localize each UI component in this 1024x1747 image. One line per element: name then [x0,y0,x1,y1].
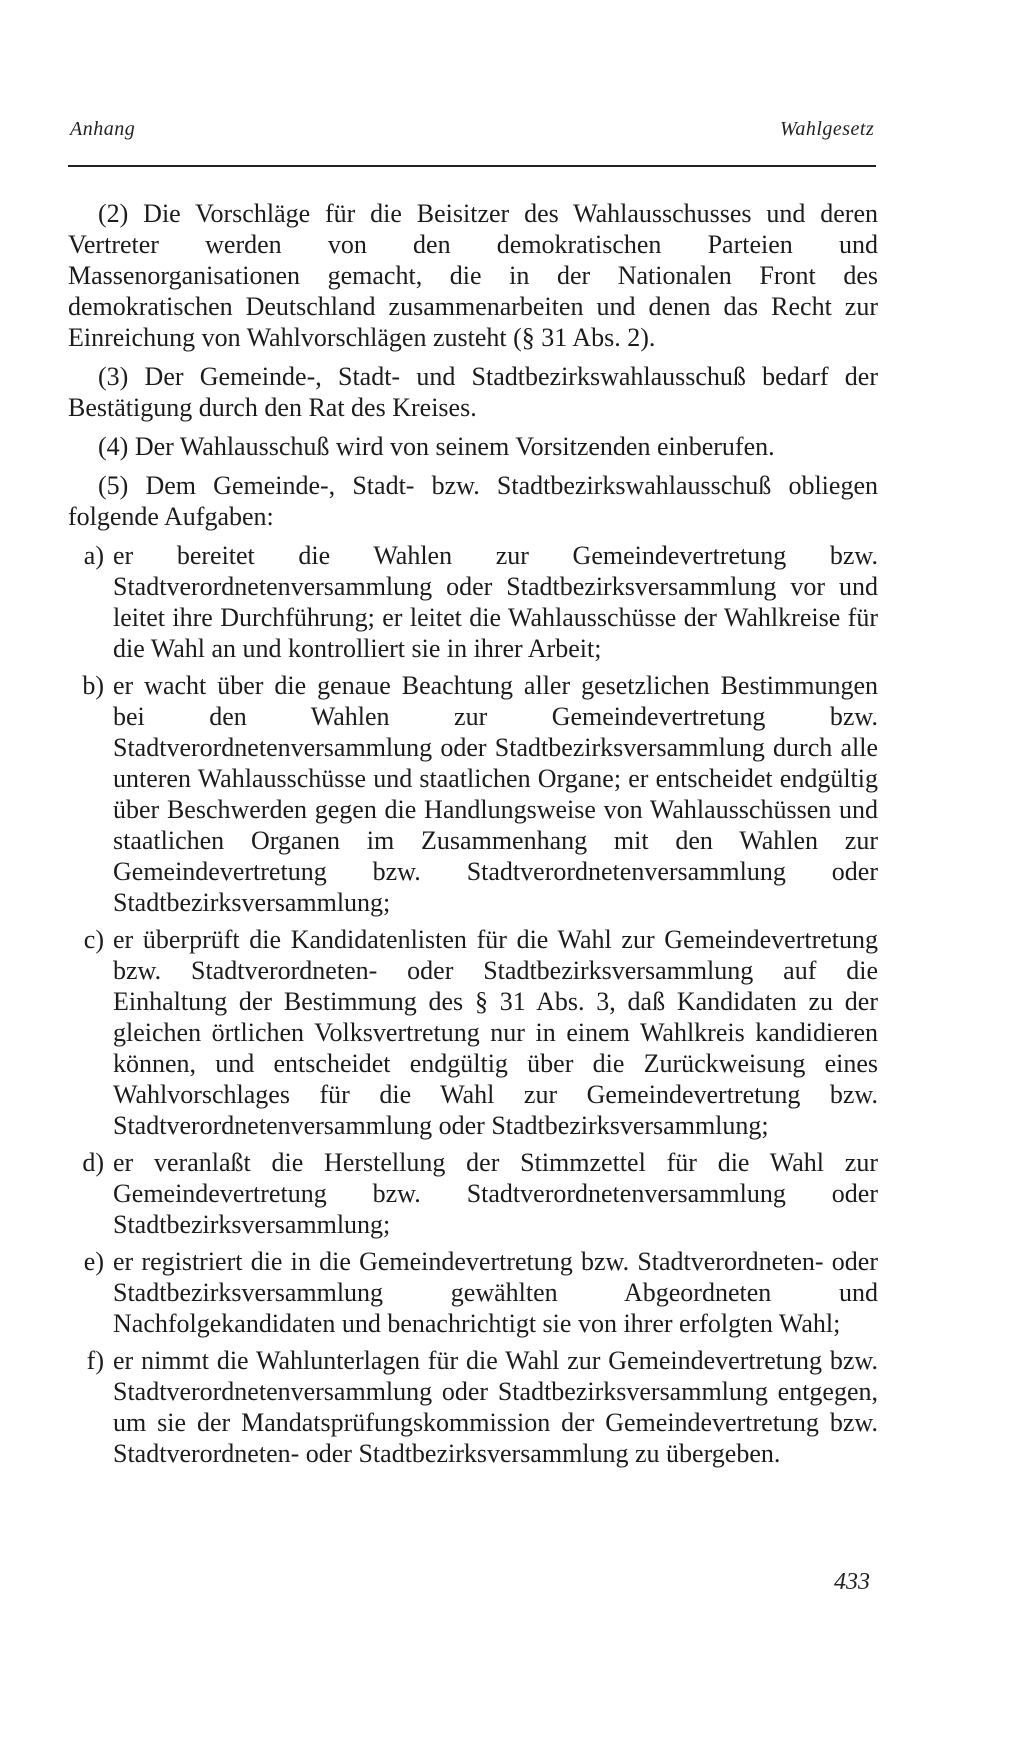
list-item [68,1345,878,1469]
paragraph-2: (2) Die Vorschläge für die Beisitzer des Wahlausschusses und deren Vertreter werden von den demokratischen Parteien und Massenorganisationen gemacht, die in der Nationalen Front des demokratischen Deutschland zusammenarbeiten und denen das Recht zur Einreichung von Wahlvorschlägen zusteht (§ 31 Abs. 2). [68,199,878,352]
list-item-text: er wacht über die genaue Beachtung aller gesetzlichen Bestimmungen bei den Wahlen zur Gemeindevertretung bzw. Stadtverordnetenversammlung oder Stadtbezirksversammlung durch alle unteren Wahlausschüsse und staatlichen Organe; er entscheidet endgültig über Beschwerden gegen die Handlungsweise von Wahlausschüssen und staatlichen Organen im Zusammenhang mit den Wahlen zur Gemeindevertretung bzw. Stadtverordnetenversammlung oder Stadtbezirksversammlung; [113,671,878,917]
list-marker: a) [83,541,104,570]
list-marker: d) [82,1148,104,1177]
list-marker: b) [82,671,104,700]
running-head-right: Wahlgesetz [780,118,875,140]
list-marker: e) [83,1247,104,1276]
paragraph-4: (4) Der Wahlausschuß wird von seinem Vorsitzenden einberufen. [98,432,775,461]
list-item-text: er bereitet die Wahlen zur Gemeindevertretung bzw. Stadtverordnetenversammlung oder Stadtbezirksversammlung vor und leitet ihre Durchführung; er leitet die Wahlausschüsse der Wahlkreise für die Wahl an und kontrolliert sie in ihrer Arbeit; [113,541,878,663]
list-item-text: er nimmt die Wahlunterlagen für die Wahl zur Gemeindevertretung bzw. Stadtverordnetenversammlung oder Stadtbezirksversammlung entgegen, um sie der Mandatsprüfungskommission der Gemeindevertretung bzw. Stadtverordneten- oder Stadtbezirksversammlung zu übergeben. [113,1346,878,1468]
paragraph-5: (5) Dem Gemeinde-, Stadt- bzw. Stadtbezirkswahlausschuß obliegen folgende Aufgaben: [68,471,878,531]
list-item [68,540,878,664]
list-item [68,1147,878,1240]
body-text [68,198,878,1475]
list-marker: c) [83,925,104,954]
task-list [68,540,878,1469]
page-number: 433 [834,1569,870,1595]
header-rule [68,165,876,167]
list-item-text: er registriert die in die Gemeindevertretung bzw. Stadtverordneten- oder Stadtbezirksversammlung gewählten Abgeordneten und Nachfolgekandidaten und benachrichtigt sie von ihrer erfolgten Wahl; [113,1247,878,1338]
list-item [68,1246,878,1339]
paragraph-3: (3) Der Gemeinde-, Stadt- und Stadtbezirkswahlausschuß bedarf der Bestätigung durch den Rat des Kreises. [68,362,878,422]
list-item-text: er überprüft die Kandidatenlisten für die Wahl zur Gemeindevertretung bzw. Stadtverordneten- oder Stadtbezirksversammlung auf die Einhaltung der Bestimmung des § 31 Abs. 3, daß Kandidaten zu der gleichen örtlichen Volksvertretung nur in einem Wahlkreis kandidieren können, und entscheidet endgültig über die Zurückweisung eines Wahlvorschlages für die Wahl zur Gemeindevertretung bzw. Stadtverordnetenversammlung oder Stadtbezirksversammlung; [113,925,878,1140]
list-item-text: er veranlaßt die Herstellung der Stimmzettel für die Wahl zur Gemeindevertretung bzw. Stadtverordnetenversammlung oder Stadtbezirksversammlung; [113,1148,878,1239]
list-item [68,670,878,918]
list-marker: f) [86,1346,104,1375]
running-head-left: Anhang [70,118,136,140]
list-item [68,924,878,1141]
